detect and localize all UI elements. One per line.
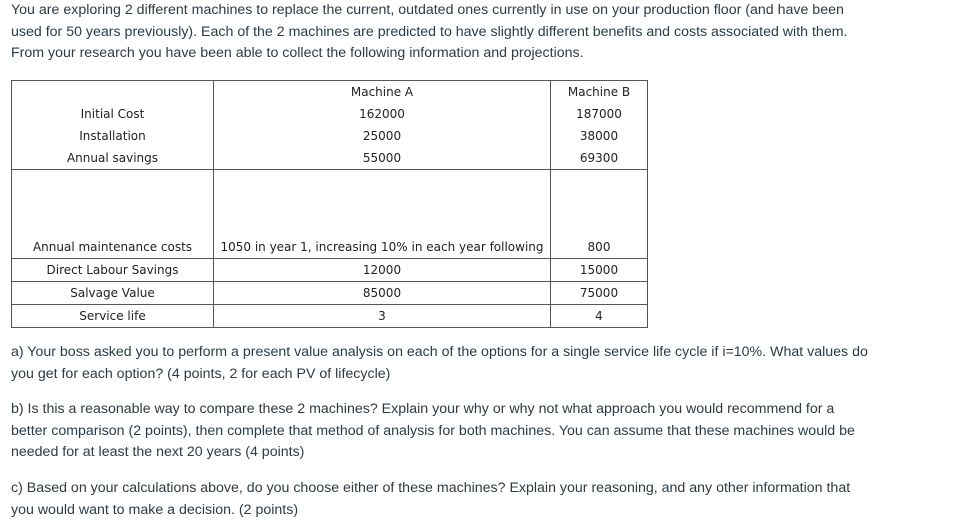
question-b [11, 399, 911, 464]
machine-a-value: 1050 in year 1, increasing 10% in each year following [214, 236, 551, 259]
table-row [12, 236, 648, 259]
spacer-cell [12, 170, 214, 237]
row-label: Installation [12, 125, 214, 147]
intro-line: From your research you have been able to collect the following information and projections. [11, 45, 584, 61]
table-row [12, 147, 648, 170]
intro-line: You are exploring 2 different machines to replace the current, outdated ones currently in use on your production floor (and have been [11, 2, 844, 18]
machine-b-value: 4 [551, 305, 648, 328]
question-a [11, 342, 911, 385]
table-row [12, 282, 648, 305]
question-c [11, 478, 911, 521]
intro-paragraph [11, 0, 911, 65]
row-label: Annual maintenance costs [12, 236, 214, 259]
table-row [12, 103, 648, 125]
question-b-line: better comparison (2 points), then complete that method of analysis for both machines. You can assume that these machines would be [11, 422, 855, 439]
table-spacer-row [12, 170, 648, 237]
machine-a-value: 162000 [214, 103, 551, 125]
machine-b-value: 38000 [551, 125, 648, 147]
table-row [12, 125, 648, 147]
machine-b-value: 75000 [551, 282, 648, 305]
question-b-line: needed for at least the next 20 years (4 points) [11, 444, 305, 460]
spacer-cell [214, 170, 551, 237]
header-cell-empty [12, 81, 214, 104]
question-a-line: you get for each option? (4 points, 2 for each PV of lifecycle) [11, 365, 391, 382]
machine-b-value: 187000 [551, 103, 648, 125]
row-label: Service life [12, 305, 214, 328]
machine-b-value: 800 [551, 236, 648, 259]
machine-comparison-table [11, 80, 648, 328]
spacer-cell [551, 170, 648, 237]
row-label: Salvage Value [12, 282, 214, 305]
table-row [12, 305, 648, 328]
header-cell-machine-a: Machine A [214, 81, 551, 104]
machine-b-value: 15000 [551, 259, 648, 282]
table-header-row [12, 81, 648, 104]
machine-a-value: 25000 [214, 125, 551, 147]
header-cell-machine-b: Machine B [551, 81, 648, 104]
machine-a-value: 55000 [214, 147, 551, 170]
machine-a-value: 85000 [214, 282, 551, 305]
row-label: Direct Labour Savings [12, 259, 214, 282]
question-c-line: c) Based on your calculations above, do you choose either of these machines? Explain your reasoning, and any other information that [11, 480, 851, 496]
machine-a-value: 12000 [214, 259, 551, 282]
question-a-line: a) Your boss asked you to perform a present value analysis on each of the options for a single service life cycle if i=10%. What values do [11, 344, 868, 360]
question-c-line: you would want to make a decision. (2 points) [11, 501, 299, 518]
table-row [12, 259, 648, 282]
machine-b-value: 69300 [551, 147, 648, 170]
row-label: Initial Cost [12, 103, 214, 125]
row-label: Annual savings [12, 147, 214, 170]
machine-a-value: 3 [214, 305, 551, 328]
intro-line: used for 50 years previously). Each of the 2 machines are predicted to have slightly different benefits and costs associated with them. [11, 23, 848, 40]
question-b-line: b) Is this a reasonable way to compare these 2 machines? Explain your why or why not what approach you would recommend for a [11, 401, 835, 417]
